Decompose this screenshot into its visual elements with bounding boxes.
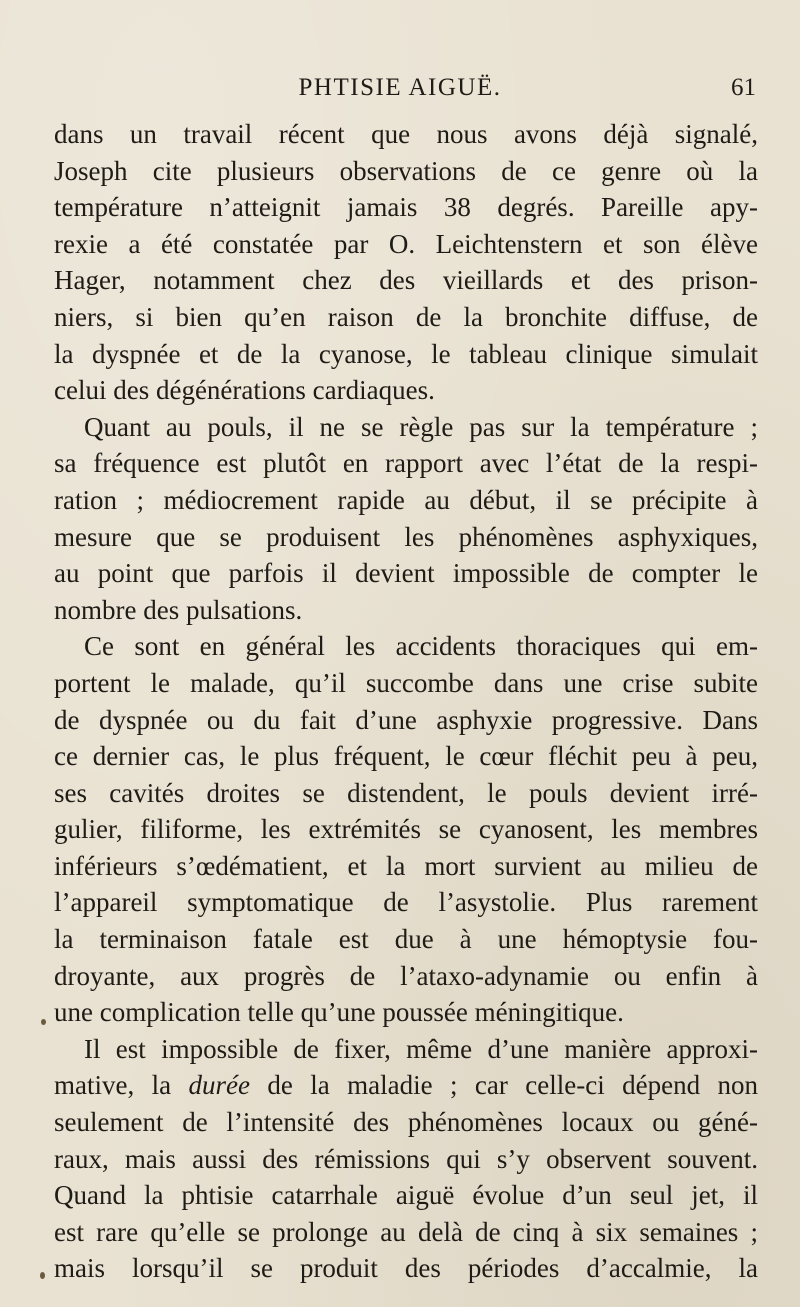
text-line: Quant au pouls, il ne se règle pas sur la température ; bbox=[84, 411, 758, 442]
emphasis-duree: durée bbox=[188, 1070, 250, 1101]
body-text bbox=[54, 116, 758, 1287]
text-line: mais lorsqu’il se produit des périodes d’accalmie, la bbox=[54, 1253, 758, 1284]
text-line: dans un travail récent que nous avons déjà signalé, bbox=[54, 119, 758, 149]
text-segment: de la maladie ; car celle-ci dépend non bbox=[250, 1070, 758, 1101]
text-line: rexie a été constatée par O. Leichtenstern et son élève bbox=[54, 228, 758, 259]
text-line: raux, mais aussi des rémissions qui s’y observent souvent. bbox=[54, 1143, 758, 1174]
text-line: inférieurs s’œdématient, et la mort survient au milieu de bbox=[54, 850, 758, 881]
text-line: une complication telle qu’une poussée méningitique. bbox=[54, 997, 624, 1028]
text-line: niers, si bien qu’en raison de la bronchite diffuse, de bbox=[54, 301, 758, 332]
text-line: gulier, filiforme, les extrémités se cyanosent, les membres bbox=[54, 814, 758, 845]
text-line: au point que parfois il devient impossible de compter le bbox=[54, 558, 758, 589]
text-line: droyante, aux progrès de l’ataxo-adynamie ou enfin à bbox=[54, 960, 758, 991]
text-line: température n’atteignit jamais 38 degrés. Pareille apy- bbox=[54, 192, 758, 223]
text-line: Quand la phtisie catarrhale aiguë évolue d’un seul jet, il bbox=[54, 1180, 758, 1211]
text-line: celui des dégénérations cardiaques. bbox=[54, 375, 435, 406]
text-line: mesure que se produisent les phénomènes asphyxiques, bbox=[54, 521, 758, 552]
text-line-with-emphasis bbox=[54, 1067, 758, 1104]
text-line: de dyspnée ou du fait d’une asphyxie progressive. Dans bbox=[54, 704, 758, 735]
text-line: l’appareil symptomatique de l’asystolie. Plus rarement bbox=[54, 887, 758, 918]
text-line: ce dernier cas, le plus fréquent, le cœur fléchit peu à peu, bbox=[54, 741, 758, 772]
text-line: sa fréquence est plutôt en rapport avec l’état de la respi- bbox=[54, 448, 758, 479]
text-line: la terminaison fatale est due à une hémoptysie fou- bbox=[54, 924, 758, 955]
running-title: PHTISIE AIGUË. bbox=[298, 74, 502, 101]
text-line: ration ; médiocrement rapide au début, il se précipite à bbox=[54, 484, 758, 515]
text-line: la dyspnée et de la cyanose, le tableau clinique simulait bbox=[54, 338, 758, 369]
page-number: 61 bbox=[731, 74, 756, 101]
text-segment: mative, la bbox=[54, 1070, 189, 1101]
text-line: Il est impossible de fixer, même d’une manière approxi- bbox=[84, 1033, 758, 1064]
ink-speck bbox=[41, 1019, 46, 1025]
text-line: ses cavités droites se distendent, le pouls devient irré- bbox=[54, 777, 758, 808]
page-header bbox=[0, 74, 800, 108]
ink-speck bbox=[40, 1272, 45, 1279]
text-line: Joseph cite plusieurs observations de ce genre où la bbox=[54, 155, 758, 186]
text-line: Hager, notamment chez des vieillards et des prison- bbox=[54, 265, 758, 296]
text-line: portent le malade, qu’il succombe dans une crise subite bbox=[54, 667, 758, 698]
text-line: nombre des pulsations. bbox=[54, 594, 303, 625]
text-line: seulement de l’intensité des phénomènes locaux ou géné- bbox=[54, 1107, 758, 1138]
text-line: Ce sont en général les accidents thoraciques qui em- bbox=[84, 631, 758, 662]
text-line: est rare qu’elle se prolonge au delà de cinq à six semaines ; bbox=[54, 1216, 758, 1247]
